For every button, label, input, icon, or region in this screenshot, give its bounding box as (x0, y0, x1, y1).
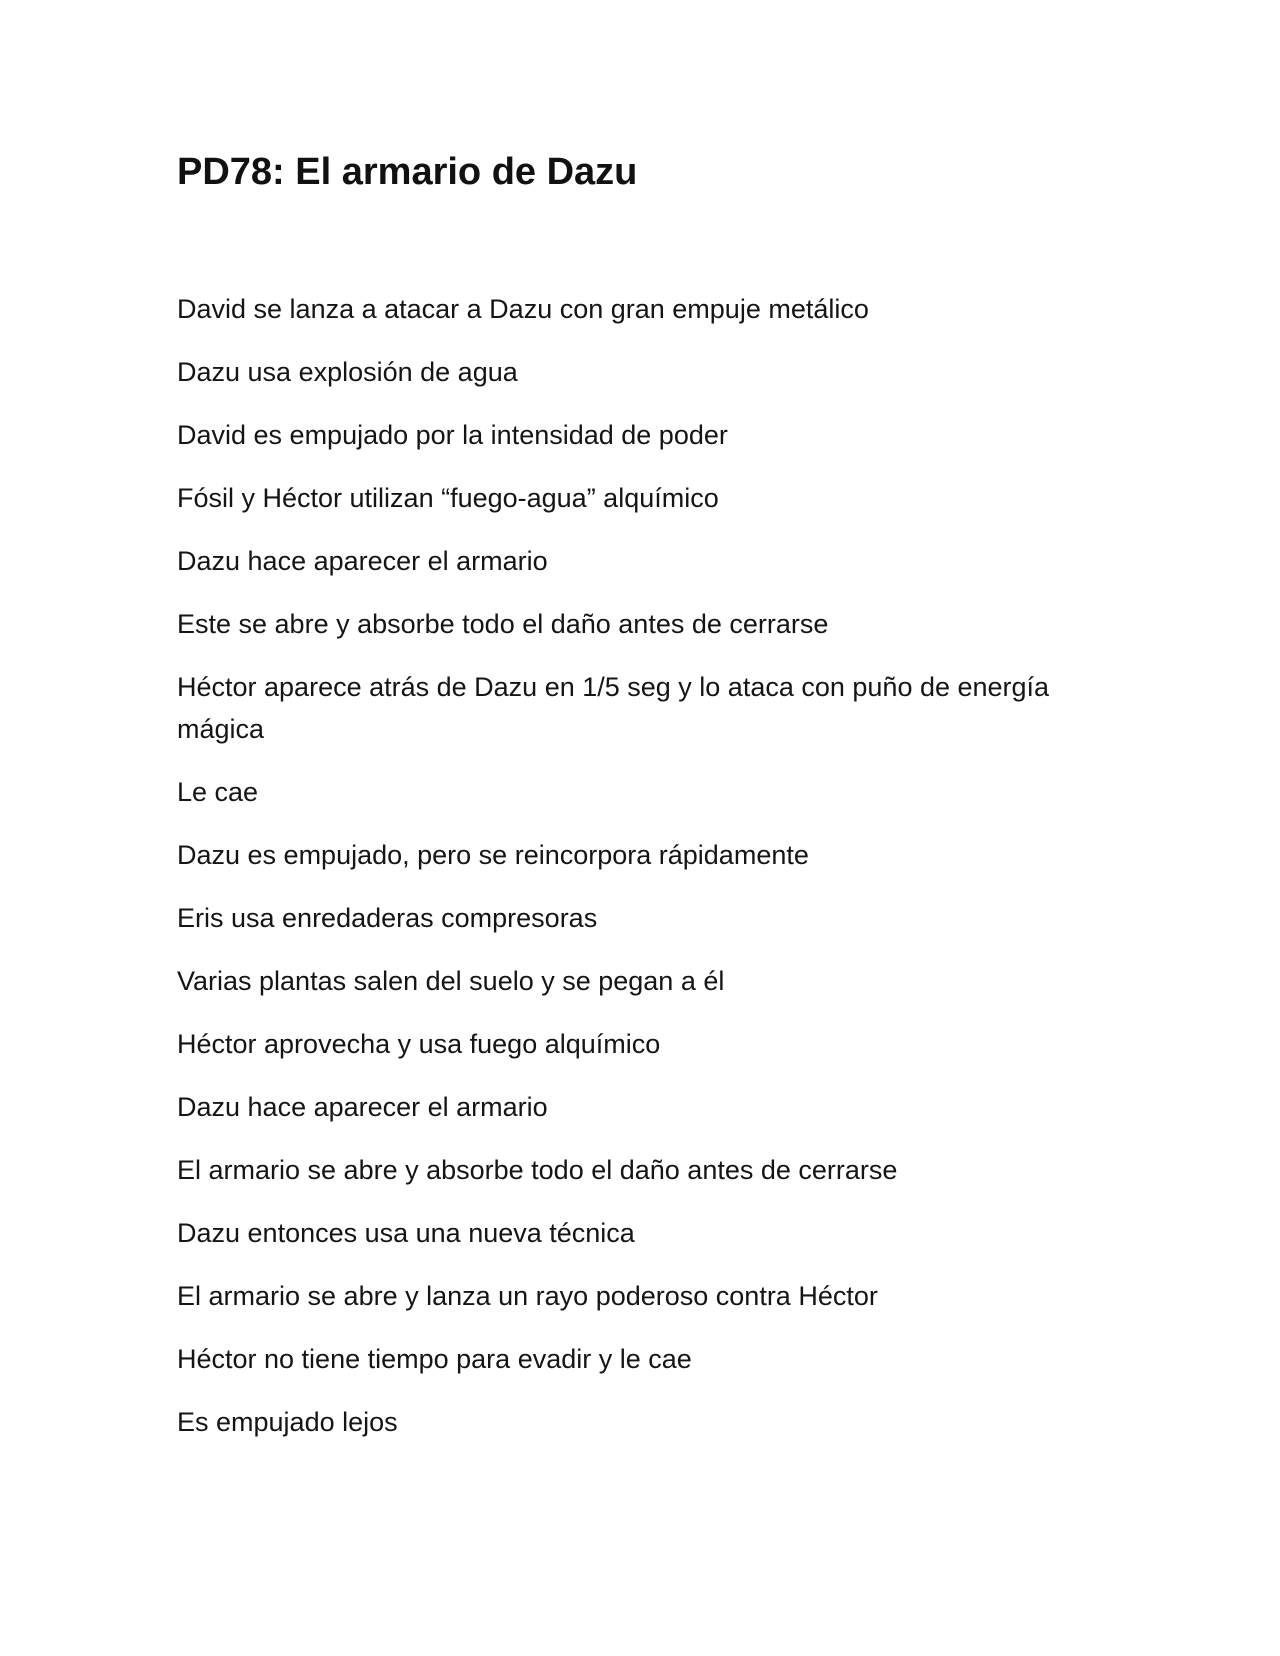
paragraph-line: Dazu hace aparecer el armario (177, 546, 548, 576)
paragraph-line: Eris usa enredaderas compresoras (177, 903, 598, 933)
paragraph-line: Fósil y Héctor utilizan “fuego-agua” alquímico (177, 483, 719, 513)
paragraph-line: El armario se abre y absorbe todo el daño antes de cerrarse (177, 1155, 898, 1185)
paragraph-line: Dazu usa explosión de agua (177, 357, 518, 387)
paragraph-line: Dazu entonces usa una nueva técnica (177, 1218, 635, 1248)
paragraph-line: Este se abre y absorbe todo el daño antes de cerrarse (177, 609, 829, 639)
paragraph-line: David se lanza a atacar a Dazu con gran empuje metálico (177, 294, 869, 324)
document-title: PD78: El armario de Dazu (177, 151, 638, 193)
paragraph-line: Le cae (177, 777, 259, 807)
paragraph-line: Héctor aprovecha y usa fuego alquímico (177, 1029, 661, 1059)
paragraph-line: Dazu hace aparecer el armario (177, 1092, 548, 1122)
paragraph-line: El armario se abre y lanza un rayo poderoso contra Héctor (177, 1281, 878, 1311)
paragraph-line: David es empujado por la intensidad de poder (177, 420, 728, 450)
paragraph-line: Héctor aparece atrás de Dazu en 1/5 seg y lo ataca con puño de energía mágica (177, 672, 1050, 744)
paragraph-line: Héctor no tiene tiempo para evadir y le cae (177, 1344, 692, 1374)
paragraph-line: Es empujado lejos (177, 1407, 398, 1437)
paragraph-line: Dazu es empujado, pero se reincorpora rápidamente (177, 840, 809, 870)
paragraph-line: Varias plantas salen del suelo y se pegan a él (177, 966, 725, 996)
document-body (177, 288, 1077, 1464)
